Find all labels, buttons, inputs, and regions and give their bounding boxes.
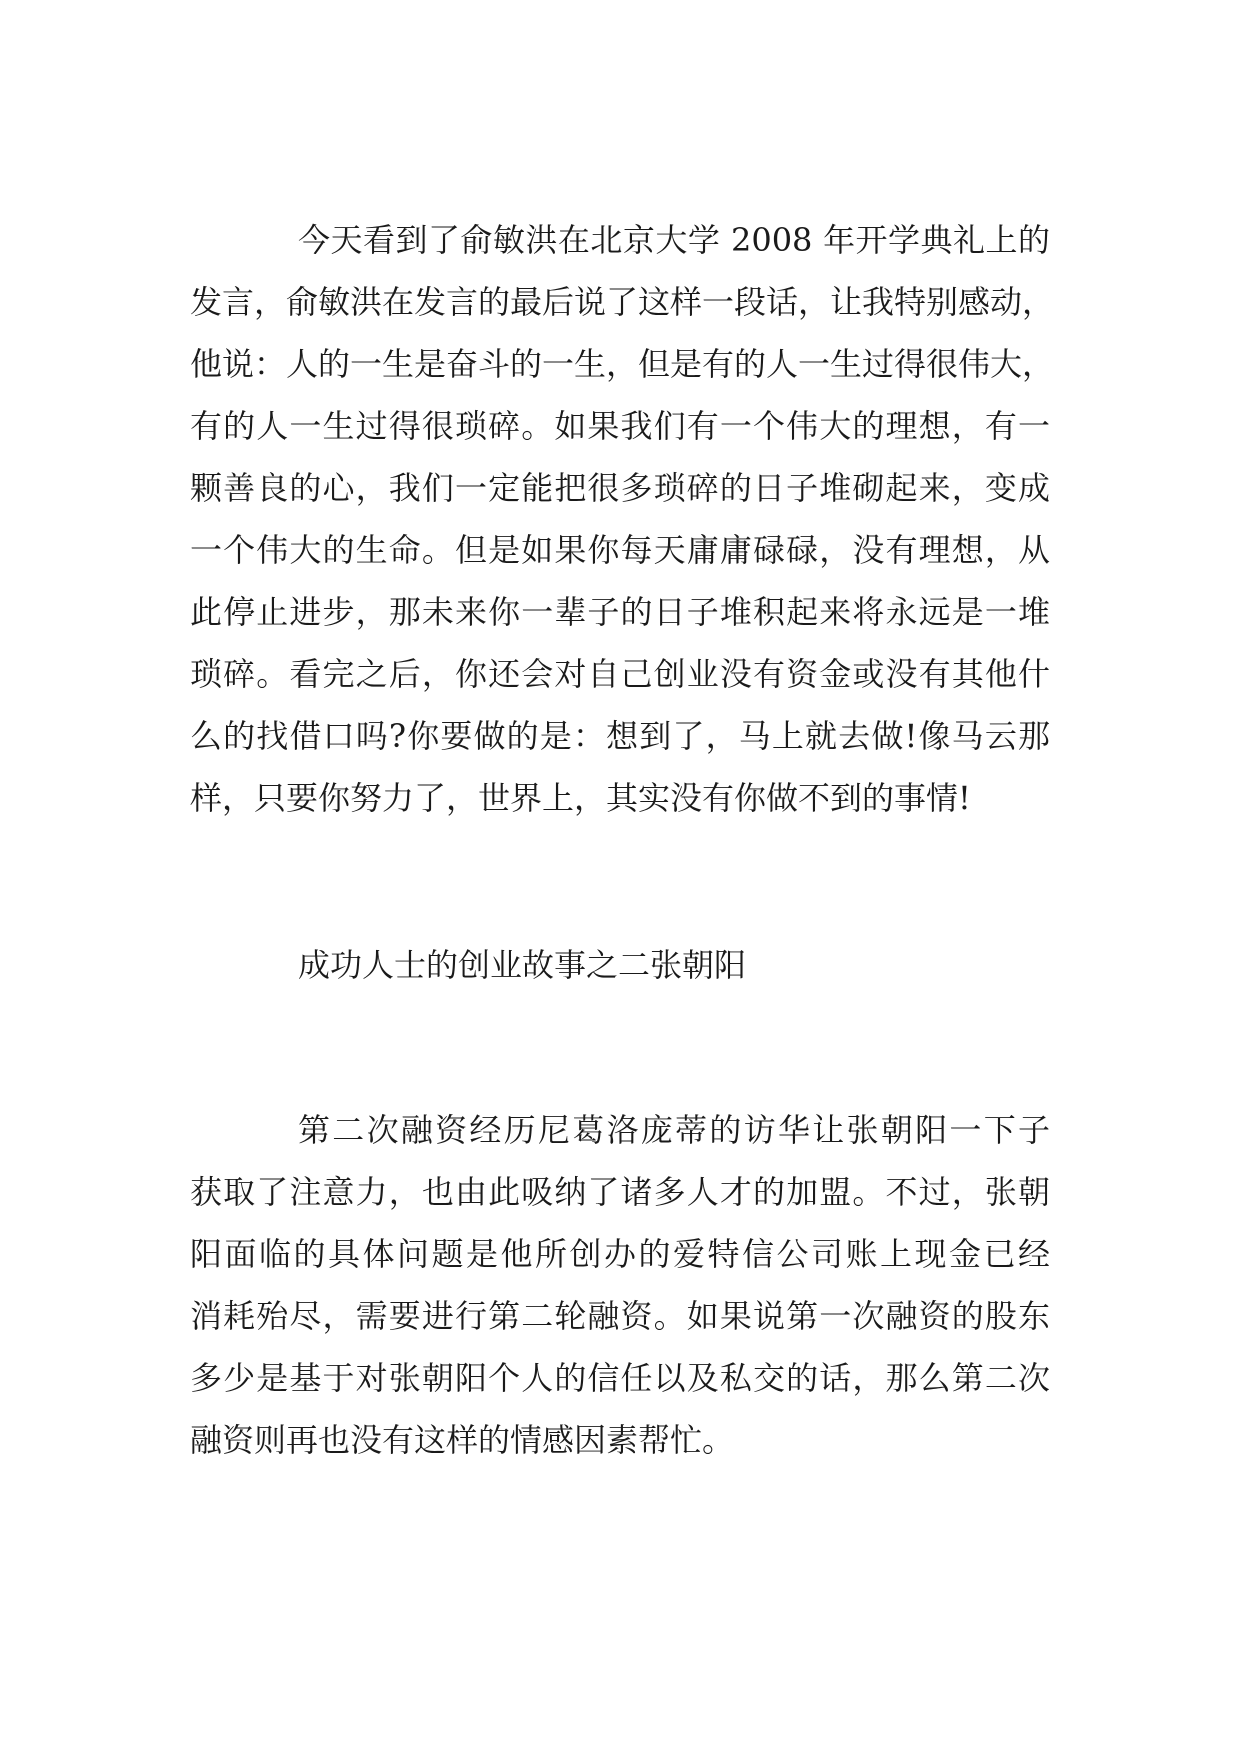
paragraph-2-line: 第二次融资经历尼葛洛庞蒂的访华让张朝阳一下子 xyxy=(298,1111,1050,1149)
paragraph-2-line: 融资则再也没有这样的情感因素帮忙。 xyxy=(190,1421,735,1459)
paragraph-2-line: 阳面临的具体问题是他所创办的爱特信公司账上现金已经 xyxy=(190,1235,1050,1273)
paragraph-1-line: 琐碎。看完之后，你还会对自己创业没有资金或没有其他什 xyxy=(190,655,1050,693)
paragraph-1-line: 样，只要你努力了，世界上，其实没有你做不到的事情! xyxy=(190,779,971,817)
paragraph-1-line: 此停止进步，那未来你一辈子的日子堆积起来将永远是一堆 xyxy=(190,593,1050,631)
paragraph-1-line: 颗善良的心，我们一定能把很多琐碎的日子堆砌起来，变成 xyxy=(190,469,1050,507)
section-heading: 成功人士的创业故事之二张朝阳 xyxy=(298,946,747,984)
paragraph-2-line: 消耗殆尽，需要进行第二轮融资。如果说第一次融资的股东 xyxy=(190,1297,1050,1335)
paragraph-1-line: 有的人一生过得很琐碎。如果我们有一个伟大的理想，有一 xyxy=(190,407,1050,445)
paragraph-1-line: 发言，俞敏洪在发言的最后说了这样一段话，让我特别感动， xyxy=(190,283,1055,321)
paragraph-1-line: 么的找借口吗?你要做的是：想到了，马上就去做!像马云那 xyxy=(190,717,1050,755)
paragraph-1-line: 今天看到了俞敏洪在北京大学 2008 年开学典礼上的 xyxy=(298,221,1050,259)
paragraph-1-line: 一个伟大的生命。但是如果你每天庸庸碌碌，没有理想，从 xyxy=(190,531,1050,569)
paragraph-1-line: 他说：人的一生是奋斗的一生，但是有的人一生过得很伟大， xyxy=(190,345,1055,383)
paragraph-2-line: 获取了注意力，也由此吸纳了诸多人才的加盟。不过，张朝 xyxy=(190,1173,1050,1211)
paragraph-2-line: 多少是基于对张朝阳个人的信任以及私交的话，那么第二次 xyxy=(190,1359,1050,1397)
